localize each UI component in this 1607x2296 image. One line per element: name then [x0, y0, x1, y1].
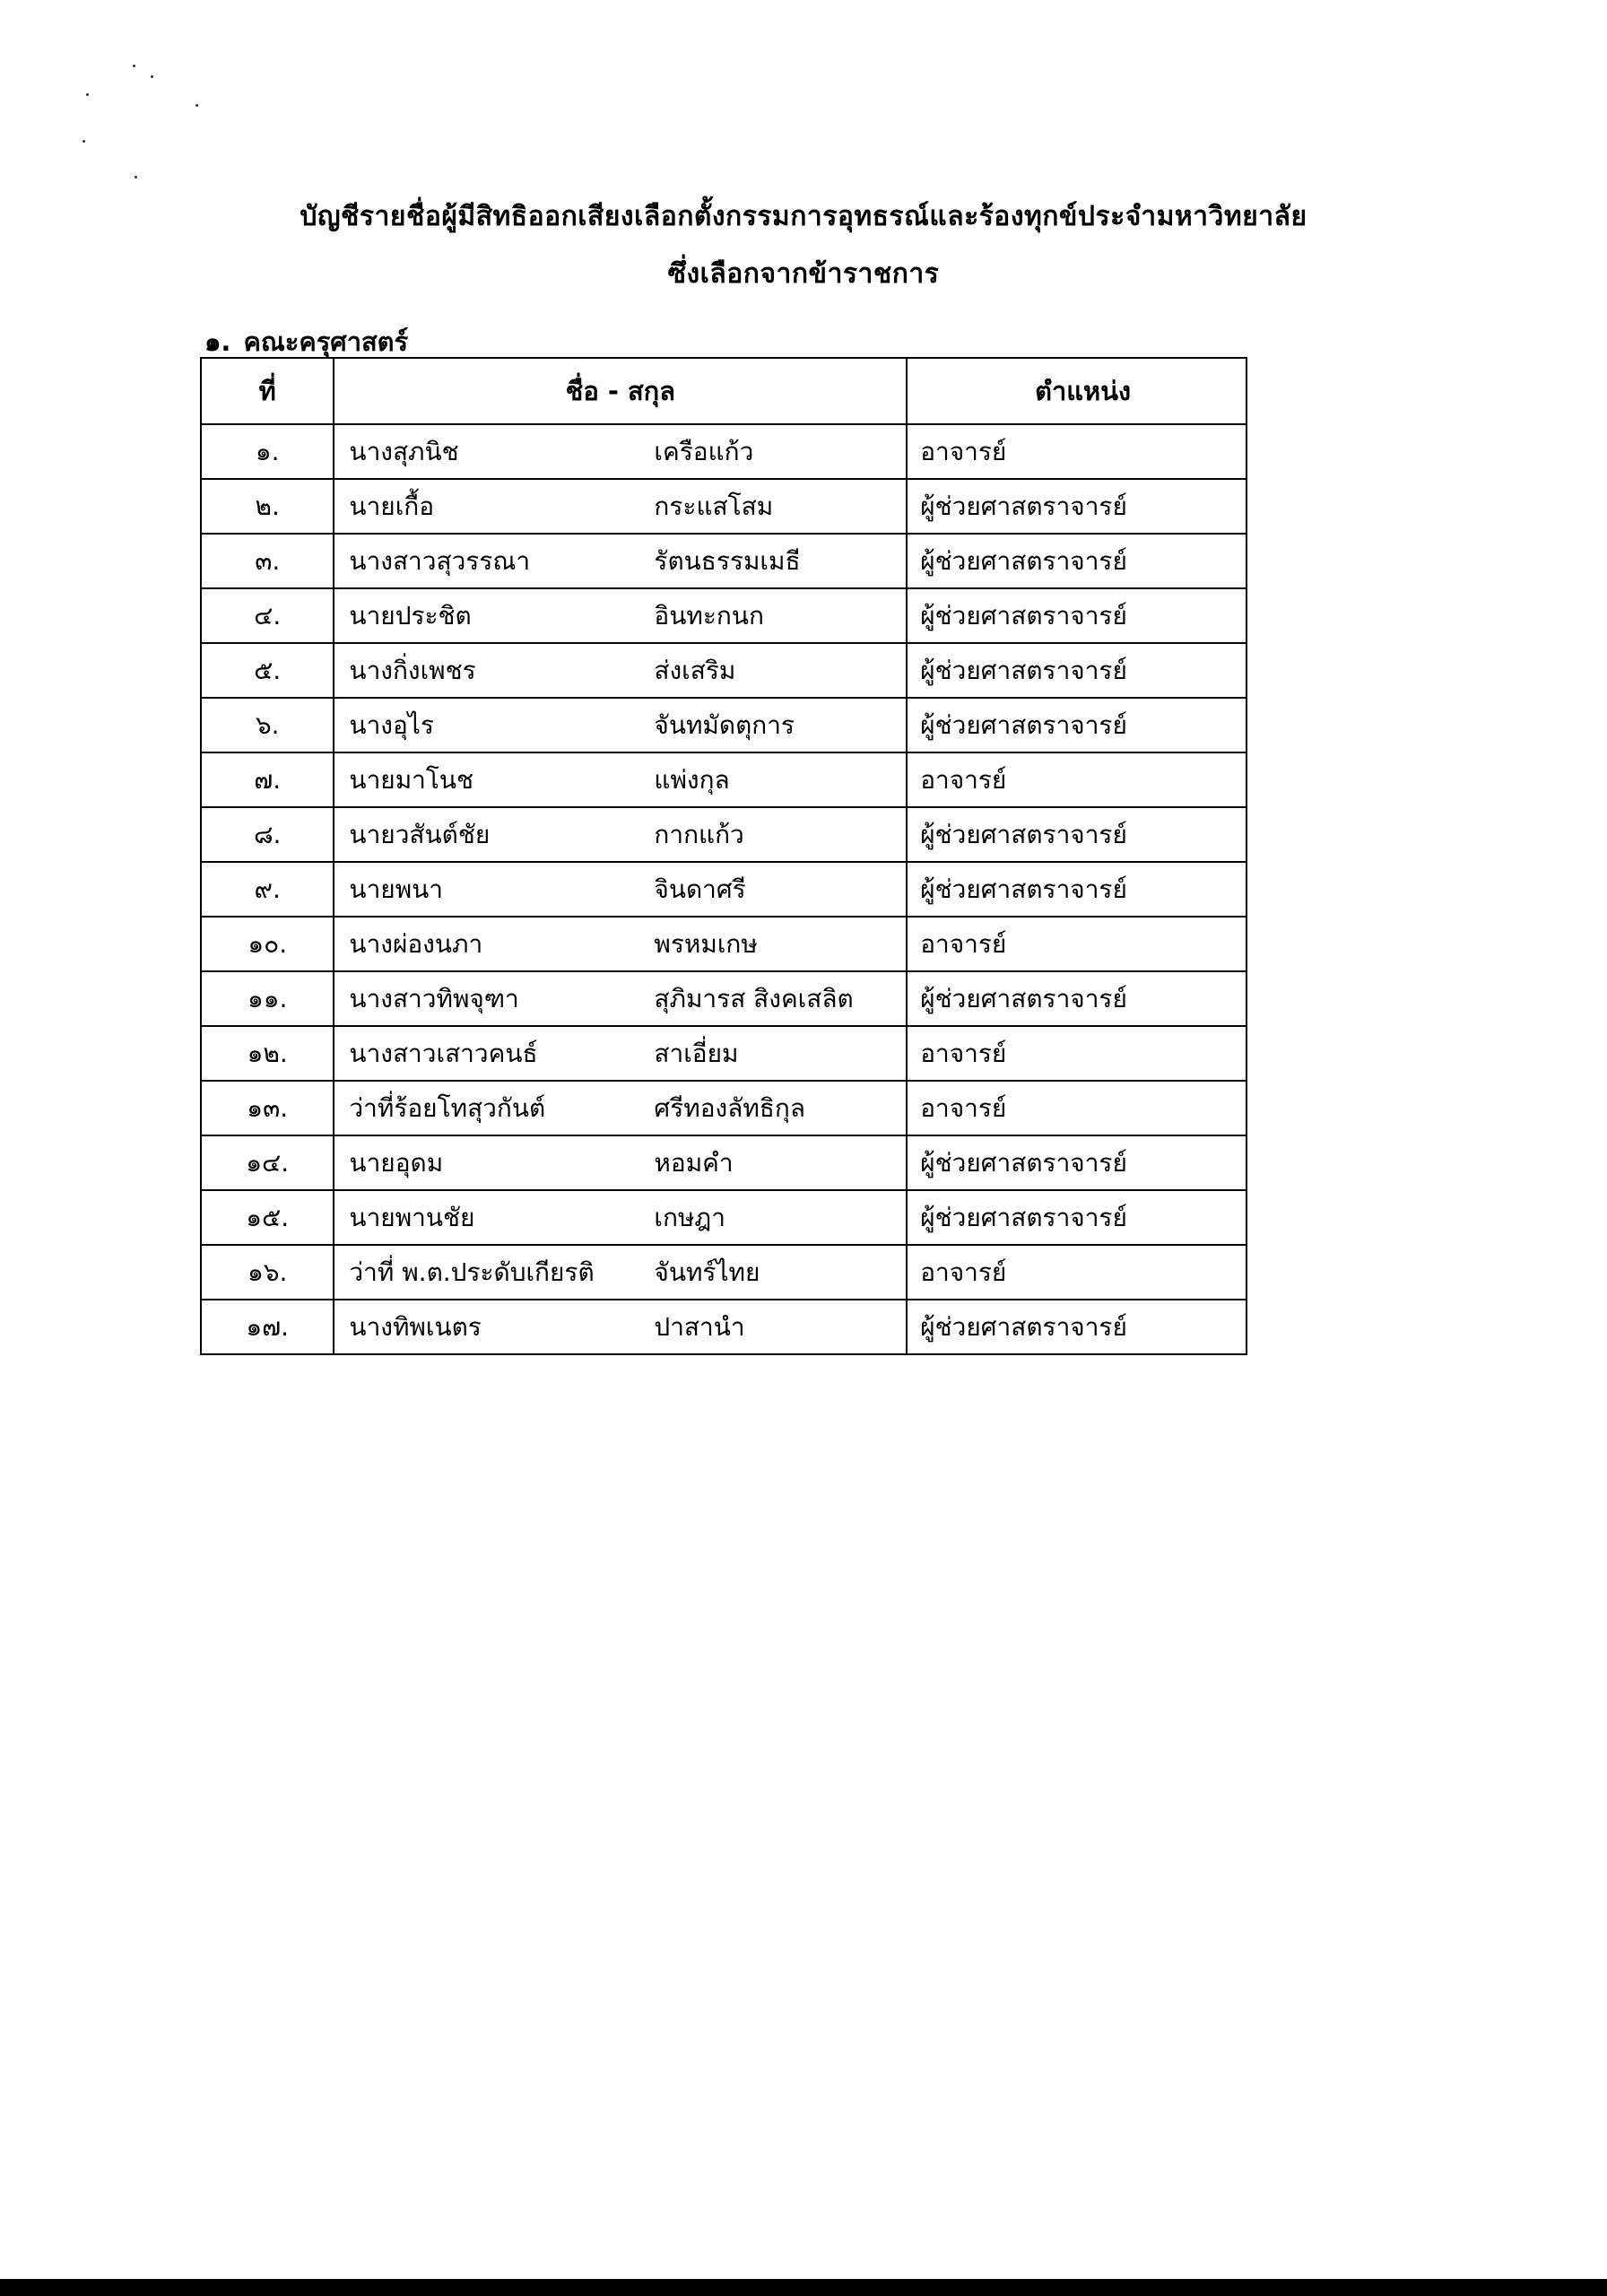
first-name: นายมาโนช	[349, 764, 474, 795]
voter-table	[200, 357, 1247, 1355]
first-name: นายอุดม	[349, 1147, 444, 1178]
last-name: ปาสานำ	[654, 1311, 745, 1342]
row-position: ผู้ช่วยศาสตราจารย์	[907, 588, 1247, 643]
header-no: ที่	[201, 358, 334, 424]
table-row	[201, 807, 1247, 862]
row-name	[334, 1081, 907, 1135]
row-number: ๑๐.	[201, 917, 334, 971]
row-position: อาจารย์	[907, 752, 1247, 807]
table-row	[201, 752, 1247, 807]
row-position: อาจารย์	[907, 1245, 1247, 1300]
row-name	[334, 698, 907, 752]
row-number: ๘.	[201, 807, 334, 862]
row-position: ผู้ช่วยศาสตราจารย์	[907, 1190, 1247, 1245]
last-name: เครือแก้ว	[654, 436, 754, 466]
row-name	[334, 807, 907, 862]
last-name: เกษฎา	[654, 1202, 725, 1232]
row-name	[334, 862, 907, 917]
header-position: ตำแหน่ง	[907, 358, 1247, 424]
row-position: อาจารย์	[907, 917, 1247, 971]
row-number: ๑๗.	[201, 1300, 334, 1354]
row-number: ๑๔.	[201, 1135, 334, 1190]
row-name	[334, 1245, 907, 1300]
row-name	[334, 1135, 907, 1190]
scan-speck	[133, 65, 135, 67]
row-position: ผู้ช่วยศาสตราจารย์	[907, 971, 1247, 1026]
row-name	[334, 534, 907, 588]
table-row	[201, 1135, 1247, 1190]
row-number: ๑๒.	[201, 1026, 334, 1081]
row-name	[334, 917, 907, 971]
table-row	[201, 643, 1247, 698]
row-position: ผู้ช่วยศาสตราจารย์	[907, 807, 1247, 862]
table-row	[201, 1190, 1247, 1245]
first-name: นายพานชัย	[349, 1202, 475, 1232]
last-name: สุภิมารส สิงคเสลิต	[654, 983, 854, 1013]
row-name	[334, 752, 907, 807]
last-name: จินดาศรี	[654, 874, 746, 904]
row-position: ผู้ช่วยศาสตราจารย์	[907, 643, 1247, 698]
table-row	[201, 1300, 1247, 1354]
row-number: ๑๕.	[201, 1190, 334, 1245]
table-row	[201, 588, 1247, 643]
row-position: ผู้ช่วยศาสตราจารย์	[907, 479, 1247, 534]
table-row	[201, 424, 1247, 479]
last-name: อินทะกนก	[654, 600, 764, 631]
row-position: อาจารย์	[907, 424, 1247, 479]
row-position: ผู้ช่วยศาสตราจารย์	[907, 534, 1247, 588]
row-number: ๗.	[201, 752, 334, 807]
row-number: ๒.	[201, 479, 334, 534]
last-name: แพ่งกุล	[654, 764, 730, 795]
row-number: ๑.	[201, 424, 334, 479]
row-name	[334, 479, 907, 534]
section-number: ๑.	[204, 326, 231, 357]
first-name: นางสาวสุวรรณา	[349, 545, 531, 576]
scan-speck	[195, 104, 198, 107]
row-number: ๖.	[201, 698, 334, 752]
row-name	[334, 1300, 907, 1354]
table-row	[201, 1081, 1247, 1135]
row-position: ผู้ช่วยศาสตราจารย์	[907, 862, 1247, 917]
scan-speck	[151, 75, 153, 78]
table-row	[201, 534, 1247, 588]
first-name: นางสาวเสาวคนธ์	[349, 1038, 538, 1068]
row-name	[334, 424, 907, 479]
row-number: ๕.	[201, 643, 334, 698]
table-row	[201, 917, 1247, 971]
first-name: นางสาวทิพจุฑา	[349, 983, 519, 1013]
first-name: นางอุไร	[349, 709, 434, 740]
scan-edge-bar	[0, 2279, 1607, 2296]
first-name: นางกิ่งเพชร	[349, 655, 476, 685]
first-name: ว่าที่ พ.ต.ประดับเกียรติ	[349, 1257, 595, 1287]
last-name: กระแสโสม	[654, 491, 774, 521]
row-number: ๑๖.	[201, 1245, 334, 1300]
last-name: ส่งเสริม	[654, 655, 736, 685]
scan-speck	[135, 176, 137, 178]
row-position: อาจารย์	[907, 1026, 1247, 1081]
last-name: หอมคำ	[654, 1147, 734, 1178]
scan-speck	[86, 93, 89, 96]
last-name: ศรีทองลัทธิกุล	[654, 1092, 805, 1123]
last-name: จันทร์ไทย	[654, 1257, 760, 1287]
last-name: รัตนธรรมเมธี	[654, 545, 801, 576]
row-name	[334, 1026, 907, 1081]
table-row	[201, 862, 1247, 917]
last-name: จันทมัดตุการ	[654, 709, 795, 740]
document-title: บัญชีรายชื่อผู้มีสิทธิออกเสียงเลือกตั้งกรรมการอุทธรณ์และร้องทุกข์ประจำมหาวิทยาลัย	[300, 201, 1307, 232]
header-name: ชื่อ - สกุล	[334, 358, 907, 424]
first-name: นางสุภนิช	[349, 436, 459, 466]
section-name: คณะครุศาสตร์	[243, 326, 409, 357]
first-name: นายวสันต์ชัย	[349, 819, 491, 849]
table-row	[201, 698, 1247, 752]
last-name: สาเอี่ยม	[654, 1038, 739, 1068]
row-number: ๙.	[201, 862, 334, 917]
table-row	[201, 1026, 1247, 1081]
first-name: นายประชิต	[349, 600, 472, 631]
first-name: นางผ่องนภา	[349, 928, 483, 959]
first-name: นายเกื้อ	[349, 491, 435, 521]
document-subtitle: ซึ่งเลือกจากข้าราชการ	[667, 258, 940, 290]
first-name: ว่าที่ร้อยโทสุวกันต์	[349, 1092, 546, 1123]
table-row	[201, 479, 1247, 534]
first-name: นายพนา	[349, 874, 444, 904]
table-row	[201, 971, 1247, 1026]
row-name	[334, 971, 907, 1026]
scan-speck	[83, 140, 85, 143]
row-name	[334, 643, 907, 698]
row-position: ผู้ช่วยศาสตราจารย์	[907, 1300, 1247, 1354]
last-name: กากแก้ว	[654, 819, 744, 849]
row-number: ๓.	[201, 534, 334, 588]
row-name	[334, 588, 907, 643]
row-position: ผู้ช่วยศาสตราจารย์	[907, 698, 1247, 752]
row-position: ผู้ช่วยศาสตราจารย์	[907, 1135, 1247, 1190]
row-number: ๔.	[201, 588, 334, 643]
table-header-row	[201, 358, 1247, 424]
row-number: ๑๓.	[201, 1081, 334, 1135]
table-row	[201, 1245, 1247, 1300]
row-name	[334, 1190, 907, 1245]
row-position: อาจารย์	[907, 1081, 1247, 1135]
first-name: นางทิพเนตร	[349, 1311, 482, 1342]
last-name: พรหมเกษ	[654, 928, 758, 959]
row-number: ๑๑.	[201, 971, 334, 1026]
